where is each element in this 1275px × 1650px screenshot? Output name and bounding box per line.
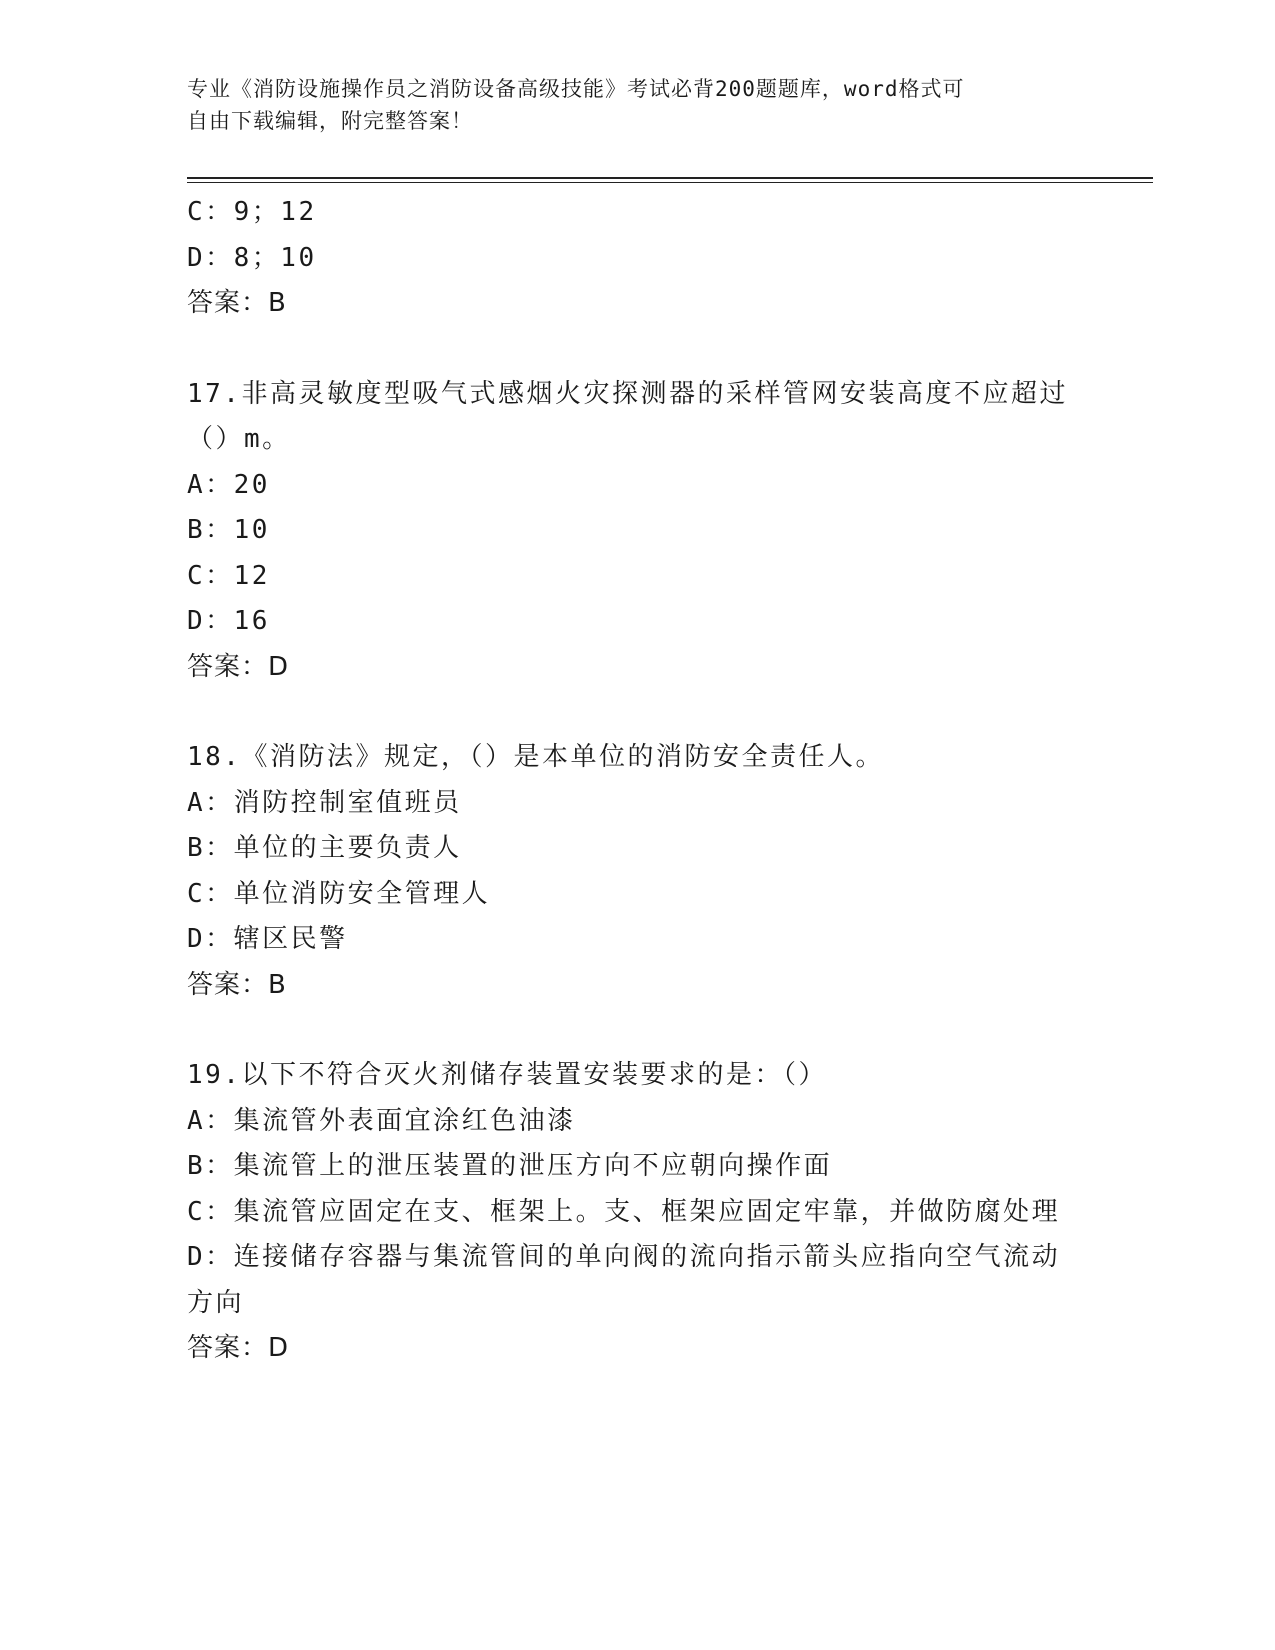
question-block-19 <box>187 1053 1087 1372</box>
question-stem: 19.以下不符合灭火剂储存装置安装要求的是：（） <box>187 1060 827 1090</box>
option-c: C：9；12 <box>187 197 317 227</box>
option-a: A：20 <box>187 469 270 500</box>
option-d: D：16 <box>187 606 270 636</box>
question-block-18 <box>187 735 1087 1008</box>
question-list <box>187 190 1087 1372</box>
header-divider <box>187 177 1153 183</box>
answer-line: 答案：B <box>187 288 287 318</box>
option-c: C：集流管应固定在支、框架上。支、框架应固定牢靠，并做防腐处理 <box>187 1196 1061 1227</box>
option-b: B：10 <box>187 515 270 545</box>
option-c: C：单位消防安全管理人 <box>187 878 491 909</box>
option-b: B：集流管上的泄压装置的泄压方向不应朝向操作面 <box>187 1151 833 1181</box>
answer-line: 答案：D <box>187 651 290 682</box>
option-c: C：12 <box>187 560 270 591</box>
question-stem: 17.非高灵敏度型吸气式感烟火灾探测器的采样管网安装高度不应超过 <box>187 378 1068 409</box>
question-block-17 <box>187 372 1087 691</box>
answer-line: 答案：D <box>187 1333 290 1363</box>
option-d: D：8；10 <box>187 242 317 273</box>
option-a: A：消防控制室值班员 <box>187 787 462 818</box>
question-stem-continuation: （）m。 <box>187 424 291 454</box>
option-d-continuation: 方向 <box>187 1287 245 1318</box>
answer-line: 答案：B <box>187 969 287 1000</box>
question-block-16 <box>187 190 1087 327</box>
question-spacer <box>187 327 1087 372</box>
question-spacer <box>187 1008 1087 1053</box>
header-line-1: 专业《消防设施操作员之消防设备高级技能》考试必背200题题库，word格式可 <box>187 77 965 101</box>
option-b: B：单位的主要负责人 <box>187 833 462 863</box>
question-stem: 18.《消防法》规定，（）是本单位的消防安全责任人。 <box>187 742 884 772</box>
option-d: D：辖区民警 <box>187 924 348 954</box>
option-d: D：连接储存容器与集流管间的单向阀的流向指示箭头应指向空气流动 <box>187 1242 1061 1272</box>
header-line-2: 自由下载编辑，附完整答案！ <box>187 109 473 133</box>
option-a: A：集流管外表面宜涂红色油漆 <box>187 1105 576 1136</box>
question-spacer <box>187 690 1087 735</box>
page-header <box>187 73 1067 137</box>
